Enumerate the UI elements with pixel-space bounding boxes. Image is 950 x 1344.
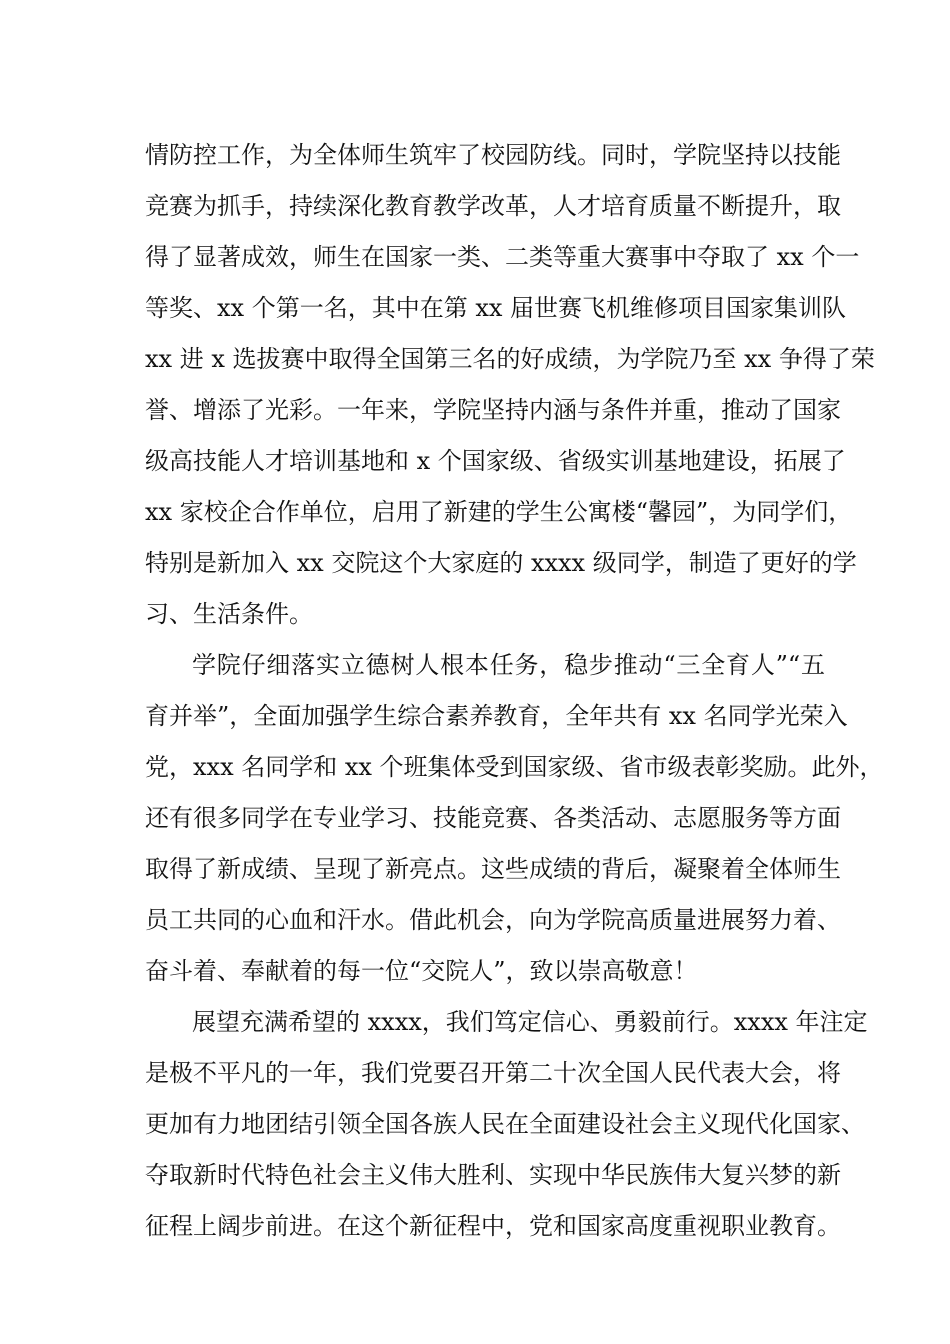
text-line: 还有很多同学在专业学习、技能竞赛、各类活动、志愿服务等方面 xyxy=(145,804,841,832)
text-line: 夺取新时代特色社会主义伟大胜利、实现中华民族伟大复兴梦的新 xyxy=(145,1161,841,1189)
text-line: 员工共同的心血和汗水。借此机会，向为学院高质量进展努力着、 xyxy=(145,906,841,934)
text-line: 育并举”，全面加强学生综合素养教育，全年共有 xx 名同学光荣入 xyxy=(145,702,848,730)
text-line: 特别是新加入 xx 交院这个大家庭的 xxxx 级同学，制造了更好的学 xyxy=(145,549,857,577)
text-line: 征程上阔步前进。在这个新征程中，党和国家高度重视职业教育。 xyxy=(145,1212,841,1240)
text-line: 习、生活条件。 xyxy=(145,600,313,628)
body-text xyxy=(145,130,884,1252)
text-line: 展望充满希望的 xxxx，我们笃定信心、勇毅前行。xxxx 年注定 xyxy=(192,1008,868,1036)
text-line: 学院仔细落实立德树人根本任务，稳步推动“三全育人”“五 xyxy=(192,651,825,679)
text-line: xx 家校企合作单位，启用了新建的学生公寓楼“馨园”，为同学们， xyxy=(145,498,853,526)
text-line: 等奖、xx 个第一名，其中在第 xx 届世赛飞机维修项目国家集训队 xyxy=(145,294,847,322)
text-line: 竞赛为抓手，持续深化教育教学改革，人才培育质量不断提升，取 xyxy=(145,192,841,220)
text-line: 更加有力地团结引领全国各族人民在全面建设社会主义现代化国家、 xyxy=(145,1110,865,1138)
text-line: xx 进 x 选拔赛中取得全国第三名的好成绩，为学院乃至 xx 争得了荣 xyxy=(145,345,875,373)
text-line: 是极不平凡的一年，我们党要召开第二十次全国人民代表大会，将 xyxy=(145,1059,841,1087)
text-line: 取得了新成绩、呈现了新亮点。这些成绩的背后，凝聚着全体师生 xyxy=(145,855,841,883)
text-line: 誉、增添了光彩。一年来，学院坚持内涵与条件并重，推动了国家 xyxy=(145,396,841,424)
text-line: 奋斗着、奉献着的每一位“交院人”，致以崇高敬意！ xyxy=(145,957,698,985)
text-line: 级高技能人才培训基地和 x 个国家级、省级实训基地建设，拓展了 xyxy=(145,447,846,475)
text-line: 情防控工作，为全体师生筑牢了校园防线。同时，学院坚持以技能 xyxy=(145,141,841,169)
text-line: 党，xxx 名同学和 xx 个班集体受到国家级、省市级表彰奖励。此外， xyxy=(145,753,884,781)
text-line: 得了显著成效，师生在国家一类、二类等重大赛事中夺取了 xx 个一 xyxy=(145,243,860,271)
